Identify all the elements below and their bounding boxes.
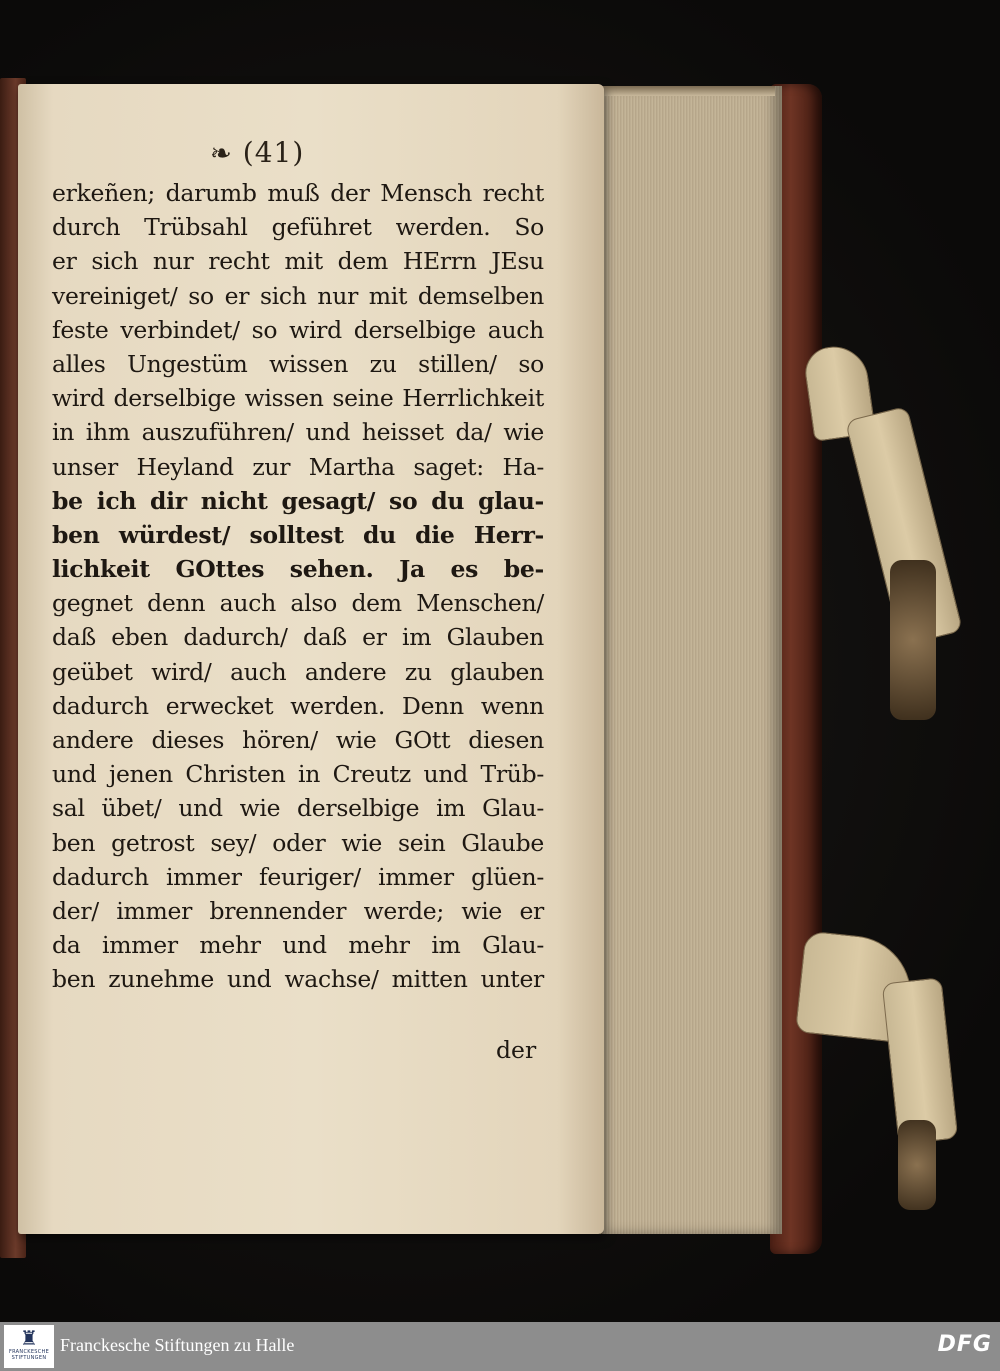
clasp-metal-lower bbox=[898, 1120, 936, 1210]
catchword: der bbox=[496, 1036, 537, 1064]
footer-bar bbox=[0, 1322, 1000, 1371]
text-line: dadurch immer feuriger/ immer glüen- bbox=[52, 862, 544, 891]
text-line-emphasis: lichkeit GOttes sehen. Ja es be- bbox=[52, 555, 544, 584]
text-line: alles Ungestüm wissen zu stillen/ so bbox=[52, 349, 544, 378]
clasp-metal-upper bbox=[890, 560, 936, 720]
text-line: ben zunehme und wachse/ mitten unter bbox=[52, 965, 544, 994]
text-line: andere dieses hören/ wie GOtt diesen bbox=[52, 726, 544, 754]
text-line: dadurch erwecket werden. Denn wenn bbox=[52, 691, 544, 720]
text-line: in ihm auszuführen/ und heisset da/ wie bbox=[52, 418, 544, 447]
text-line: vereiniget/ so er sich nur mit demselben bbox=[52, 281, 544, 310]
text-line: da immer mehr und mehr im Glau- bbox=[52, 931, 544, 960]
text-line: durch Trübsahl geführet werden. So bbox=[52, 213, 544, 242]
text-line: feste verbindet/ so wird derselbige auch bbox=[52, 315, 544, 344]
text-block bbox=[52, 176, 544, 997]
page-header bbox=[210, 136, 304, 169]
text-line: der/ immer brennender werde; wie er bbox=[52, 896, 544, 925]
text-line: er sich nur recht mit dem HErrn JEsu bbox=[52, 247, 544, 276]
logo-text-line1: FRANCKESCHE bbox=[8, 1349, 50, 1355]
text-line: geübet wird/ auch andere zu glauben bbox=[52, 657, 544, 686]
ornament-icon: ❧ bbox=[210, 139, 233, 169]
book-page bbox=[18, 84, 604, 1234]
text-line: und jenen Christen in Creutz und Trüb- bbox=[52, 760, 544, 789]
text-line-emphasis: be ich dir nicht gesagt/ so du glau- bbox=[52, 486, 544, 515]
dfg-logo[interactable]: DFG bbox=[937, 1332, 992, 1357]
logo-text-line2: STIFTUNGEN bbox=[11, 1355, 47, 1361]
page-edges bbox=[600, 86, 782, 1234]
page-number: (41) bbox=[242, 136, 305, 169]
text-line: unser Heyland zur Martha saget: Ha- bbox=[52, 452, 544, 481]
page-edges-top bbox=[600, 86, 775, 96]
institution-logo[interactable] bbox=[4, 1325, 54, 1368]
text-line: ben getrost sey/ oder wie sein Glaube bbox=[52, 828, 544, 857]
text-line: sal übet/ und wie derselbige im Glau- bbox=[52, 794, 544, 823]
text-line: daß eben dadurch/ daß er im Glauben bbox=[52, 623, 544, 652]
text-line-emphasis: ben würdest/ solltest du die Herr- bbox=[52, 520, 544, 549]
text-line: erkeñen; darumb muß der Mensch recht bbox=[52, 179, 544, 207]
text-line: gegnet denn auch also dem Menschen/ bbox=[52, 589, 544, 618]
building-icon: ♜ bbox=[20, 1326, 38, 1350]
institution-name[interactable]: Franckesche Stiftungen zu Halle bbox=[60, 1335, 295, 1355]
text-line: wird derselbige wissen seine Herrlichkeit bbox=[52, 384, 544, 413]
